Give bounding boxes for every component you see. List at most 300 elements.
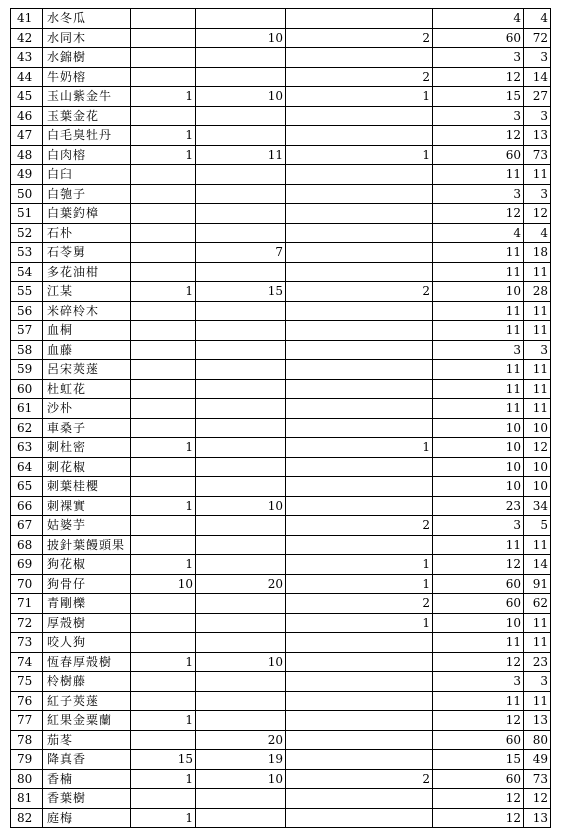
count-col-1-cell — [131, 243, 196, 263]
total-cell: 11 — [524, 360, 551, 380]
table-row — [11, 204, 551, 224]
count-col-1-cell: 1 — [131, 555, 196, 575]
total-cell: 62 — [524, 594, 551, 614]
count-col-3-cell — [286, 418, 433, 438]
row-number-cell: 56 — [11, 301, 43, 321]
row-number-cell: 48 — [11, 145, 43, 165]
count-col-4-cell: 11 — [433, 633, 524, 653]
count-col-1-cell — [131, 535, 196, 555]
count-col-4-cell: 11 — [433, 535, 524, 555]
species-name-cell: 香楠 — [43, 769, 131, 789]
count-col-2-cell — [196, 379, 286, 399]
total-cell: 3 — [524, 672, 551, 692]
table-row — [11, 399, 551, 419]
row-number-cell: 63 — [11, 438, 43, 458]
table-row — [11, 808, 551, 828]
count-col-4-cell: 10 — [433, 477, 524, 497]
row-number-cell: 49 — [11, 165, 43, 185]
count-col-4-cell: 3 — [433, 48, 524, 68]
count-col-1-cell — [131, 633, 196, 653]
species-name-cell: 血藤 — [43, 340, 131, 360]
table-row — [11, 106, 551, 126]
table-row — [11, 165, 551, 185]
table-row — [11, 126, 551, 146]
count-col-1-cell — [131, 262, 196, 282]
count-col-4-cell: 60 — [433, 594, 524, 614]
species-name-cell: 茄苳 — [43, 730, 131, 750]
count-col-4-cell: 12 — [433, 67, 524, 87]
count-col-2-cell — [196, 262, 286, 282]
table-row — [11, 555, 551, 575]
count-col-2-cell — [196, 594, 286, 614]
table-body — [11, 9, 551, 828]
count-col-2-cell: 19 — [196, 750, 286, 770]
species-name-cell: 杜虹花 — [43, 379, 131, 399]
table-row — [11, 457, 551, 477]
species-name-cell: 柃樹藤 — [43, 672, 131, 692]
count-col-2-cell — [196, 301, 286, 321]
species-name-cell: 白肉榕 — [43, 145, 131, 165]
row-number-cell: 55 — [11, 282, 43, 302]
count-col-4-cell: 60 — [433, 730, 524, 750]
species-name-cell: 紅子莢蒾 — [43, 691, 131, 711]
count-col-1-cell — [131, 165, 196, 185]
count-col-3-cell — [286, 808, 433, 828]
species-name-cell: 水同木 — [43, 28, 131, 48]
count-col-3-cell — [286, 301, 433, 321]
row-number-cell: 64 — [11, 457, 43, 477]
species-name-cell: 恆春厚殼樹 — [43, 652, 131, 672]
count-col-1-cell: 1 — [131, 438, 196, 458]
table-row — [11, 48, 551, 68]
count-col-2-cell — [196, 223, 286, 243]
total-cell: 3 — [524, 340, 551, 360]
count-col-1-cell — [131, 48, 196, 68]
count-col-1-cell — [131, 672, 196, 692]
total-cell: 13 — [524, 126, 551, 146]
count-col-4-cell: 11 — [433, 379, 524, 399]
count-col-3-cell: 2 — [286, 67, 433, 87]
table-row — [11, 360, 551, 380]
species-name-cell: 白毛臭牡丹 — [43, 126, 131, 146]
count-col-3-cell — [286, 496, 433, 516]
count-col-4-cell: 3 — [433, 106, 524, 126]
row-number-cell: 47 — [11, 126, 43, 146]
count-col-3-cell — [286, 126, 433, 146]
count-col-3-cell — [286, 9, 433, 29]
count-col-4-cell: 12 — [433, 126, 524, 146]
count-col-3-cell — [286, 399, 433, 419]
species-name-cell: 玉山紫金牛 — [43, 87, 131, 107]
count-col-2-cell: 10 — [196, 769, 286, 789]
total-cell: 14 — [524, 67, 551, 87]
count-col-4-cell: 10 — [433, 457, 524, 477]
row-number-cell: 51 — [11, 204, 43, 224]
count-col-2-cell — [196, 516, 286, 536]
count-col-4-cell: 11 — [433, 691, 524, 711]
row-number-cell: 43 — [11, 48, 43, 68]
total-cell: 3 — [524, 184, 551, 204]
total-cell: 73 — [524, 769, 551, 789]
count-col-1-cell — [131, 184, 196, 204]
species-name-cell: 白匏子 — [43, 184, 131, 204]
row-number-cell: 53 — [11, 243, 43, 263]
species-name-cell: 狗花椒 — [43, 555, 131, 575]
total-cell: 11 — [524, 262, 551, 282]
row-number-cell: 81 — [11, 789, 43, 809]
count-col-4-cell: 12 — [433, 652, 524, 672]
species-name-cell: 刺花椒 — [43, 457, 131, 477]
count-col-2-cell — [196, 711, 286, 731]
row-number-cell: 44 — [11, 67, 43, 87]
row-number-cell: 60 — [11, 379, 43, 399]
species-name-cell: 水冬瓜 — [43, 9, 131, 29]
species-name-cell: 石朴 — [43, 223, 131, 243]
count-col-2-cell — [196, 555, 286, 575]
count-col-3-cell — [286, 340, 433, 360]
total-cell: 14 — [524, 555, 551, 575]
count-col-1-cell: 1 — [131, 652, 196, 672]
count-col-3-cell — [286, 262, 433, 282]
row-number-cell: 45 — [11, 87, 43, 107]
count-col-1-cell: 1 — [131, 711, 196, 731]
species-name-cell: 米碎柃木 — [43, 301, 131, 321]
count-col-4-cell: 11 — [433, 301, 524, 321]
count-col-1-cell — [131, 223, 196, 243]
count-col-1-cell: 1 — [131, 496, 196, 516]
total-cell: 11 — [524, 321, 551, 341]
count-col-2-cell — [196, 672, 286, 692]
table-row — [11, 477, 551, 497]
count-col-3-cell — [286, 535, 433, 555]
count-col-4-cell: 10 — [433, 282, 524, 302]
count-col-3-cell — [286, 379, 433, 399]
count-col-4-cell: 10 — [433, 438, 524, 458]
count-col-2-cell — [196, 789, 286, 809]
count-col-2-cell — [196, 399, 286, 419]
table-row — [11, 340, 551, 360]
total-cell: 4 — [524, 223, 551, 243]
total-cell: 12 — [524, 204, 551, 224]
count-col-4-cell: 12 — [433, 711, 524, 731]
count-col-1-cell: 1 — [131, 808, 196, 828]
table-row — [11, 223, 551, 243]
total-cell: 27 — [524, 87, 551, 107]
table-row — [11, 262, 551, 282]
count-col-2-cell: 7 — [196, 243, 286, 263]
species-name-cell: 江某 — [43, 282, 131, 302]
total-cell: 10 — [524, 418, 551, 438]
count-col-2-cell — [196, 438, 286, 458]
count-col-1-cell — [131, 789, 196, 809]
row-number-cell: 42 — [11, 28, 43, 48]
species-name-cell: 沙朴 — [43, 399, 131, 419]
count-col-4-cell: 4 — [433, 223, 524, 243]
total-cell: 11 — [524, 633, 551, 653]
species-name-cell: 白臼 — [43, 165, 131, 185]
species-name-cell: 青剛櫟 — [43, 594, 131, 614]
total-cell: 28 — [524, 282, 551, 302]
table-row — [11, 594, 551, 614]
count-col-4-cell: 4 — [433, 9, 524, 29]
row-number-cell: 59 — [11, 360, 43, 380]
total-cell: 11 — [524, 301, 551, 321]
total-cell: 34 — [524, 496, 551, 516]
row-number-cell: 72 — [11, 613, 43, 633]
count-col-3-cell: 1 — [286, 438, 433, 458]
table-row — [11, 418, 551, 438]
count-col-2-cell — [196, 204, 286, 224]
count-col-2-cell — [196, 321, 286, 341]
total-cell: 49 — [524, 750, 551, 770]
count-col-4-cell: 60 — [433, 574, 524, 594]
count-col-2-cell — [196, 457, 286, 477]
row-number-cell: 68 — [11, 535, 43, 555]
species-name-cell: 刺裸實 — [43, 496, 131, 516]
row-number-cell: 79 — [11, 750, 43, 770]
row-number-cell: 80 — [11, 769, 43, 789]
table-row — [11, 750, 551, 770]
table-row — [11, 243, 551, 263]
count-col-1-cell — [131, 67, 196, 87]
row-number-cell: 76 — [11, 691, 43, 711]
row-number-cell: 73 — [11, 633, 43, 653]
count-col-2-cell — [196, 360, 286, 380]
count-col-1-cell — [131, 204, 196, 224]
count-col-1-cell: 1 — [131, 145, 196, 165]
species-name-cell: 血桐 — [43, 321, 131, 341]
count-col-4-cell: 3 — [433, 184, 524, 204]
count-col-2-cell — [196, 184, 286, 204]
table-row — [11, 613, 551, 633]
table-row — [11, 769, 551, 789]
count-col-1-cell — [131, 340, 196, 360]
table-row — [11, 730, 551, 750]
table-row — [11, 28, 551, 48]
count-col-1-cell — [131, 321, 196, 341]
count-col-1-cell — [131, 360, 196, 380]
row-number-cell: 46 — [11, 106, 43, 126]
row-number-cell: 52 — [11, 223, 43, 243]
count-col-1-cell — [131, 399, 196, 419]
row-number-cell: 82 — [11, 808, 43, 828]
count-col-4-cell: 11 — [433, 399, 524, 419]
count-col-4-cell: 60 — [433, 145, 524, 165]
count-col-2-cell — [196, 106, 286, 126]
species-name-cell: 石苓舅 — [43, 243, 131, 263]
count-col-3-cell — [286, 633, 433, 653]
count-col-4-cell: 12 — [433, 555, 524, 575]
row-number-cell: 67 — [11, 516, 43, 536]
table-row — [11, 535, 551, 555]
count-col-1-cell — [131, 477, 196, 497]
row-number-cell: 61 — [11, 399, 43, 419]
total-cell: 73 — [524, 145, 551, 165]
count-col-1-cell — [131, 516, 196, 536]
total-cell: 3 — [524, 48, 551, 68]
row-number-cell: 71 — [11, 594, 43, 614]
count-col-1-cell: 1 — [131, 769, 196, 789]
count-col-3-cell: 1 — [286, 145, 433, 165]
species-name-cell: 披針葉饅頭果 — [43, 535, 131, 555]
row-number-cell: 78 — [11, 730, 43, 750]
count-col-3-cell — [286, 652, 433, 672]
count-col-1-cell — [131, 730, 196, 750]
count-col-3-cell: 2 — [286, 516, 433, 536]
row-number-cell: 77 — [11, 711, 43, 731]
count-col-3-cell — [286, 106, 433, 126]
total-cell: 11 — [524, 535, 551, 555]
count-col-2-cell: 15 — [196, 282, 286, 302]
count-col-3-cell: 2 — [286, 594, 433, 614]
table-row — [11, 652, 551, 672]
species-name-cell: 香葉樹 — [43, 789, 131, 809]
total-cell: 12 — [524, 438, 551, 458]
count-col-1-cell — [131, 418, 196, 438]
count-col-1-cell — [131, 106, 196, 126]
count-col-3-cell — [286, 711, 433, 731]
count-col-4-cell: 60 — [433, 28, 524, 48]
table-row — [11, 321, 551, 341]
total-cell: 13 — [524, 711, 551, 731]
count-col-2-cell — [196, 67, 286, 87]
count-col-3-cell: 1 — [286, 555, 433, 575]
count-col-3-cell: 1 — [286, 574, 433, 594]
row-number-cell: 65 — [11, 477, 43, 497]
count-col-4-cell: 11 — [433, 243, 524, 263]
species-name-cell: 刺葉桂櫻 — [43, 477, 131, 497]
count-col-1-cell — [131, 28, 196, 48]
table-row — [11, 438, 551, 458]
count-col-2-cell: 20 — [196, 574, 286, 594]
count-col-4-cell: 10 — [433, 613, 524, 633]
count-col-4-cell: 12 — [433, 808, 524, 828]
species-name-cell: 厚殼樹 — [43, 613, 131, 633]
count-col-3-cell: 2 — [286, 28, 433, 48]
table-row — [11, 691, 551, 711]
count-col-3-cell — [286, 457, 433, 477]
table-row — [11, 789, 551, 809]
count-col-3-cell — [286, 477, 433, 497]
count-col-4-cell: 11 — [433, 165, 524, 185]
table-row — [11, 87, 551, 107]
count-col-1-cell: 1 — [131, 126, 196, 146]
total-cell: 5 — [524, 516, 551, 536]
row-number-cell: 58 — [11, 340, 43, 360]
species-name-cell: 車桑子 — [43, 418, 131, 438]
count-col-2-cell — [196, 633, 286, 653]
count-col-4-cell: 15 — [433, 750, 524, 770]
table-row — [11, 184, 551, 204]
count-col-4-cell: 11 — [433, 321, 524, 341]
count-col-3-cell — [286, 48, 433, 68]
count-col-2-cell — [196, 418, 286, 438]
count-col-1-cell — [131, 9, 196, 29]
count-col-3-cell — [286, 360, 433, 380]
count-col-3-cell — [286, 730, 433, 750]
total-cell: 11 — [524, 691, 551, 711]
species-name-cell: 水錦樹 — [43, 48, 131, 68]
count-col-1-cell — [131, 691, 196, 711]
count-col-4-cell: 11 — [433, 262, 524, 282]
count-col-2-cell: 10 — [196, 28, 286, 48]
total-cell: 80 — [524, 730, 551, 750]
count-col-4-cell: 23 — [433, 496, 524, 516]
count-col-4-cell: 12 — [433, 789, 524, 809]
total-cell: 12 — [524, 789, 551, 809]
count-col-3-cell: 2 — [286, 282, 433, 302]
count-col-2-cell: 10 — [196, 652, 286, 672]
count-col-4-cell: 3 — [433, 340, 524, 360]
species-name-cell: 紅果金粟蘭 — [43, 711, 131, 731]
count-col-3-cell — [286, 165, 433, 185]
row-number-cell: 75 — [11, 672, 43, 692]
species-name-cell: 刺杜密 — [43, 438, 131, 458]
species-name-cell: 呂宋莢蒾 — [43, 360, 131, 380]
row-number-cell: 74 — [11, 652, 43, 672]
count-col-3-cell: 1 — [286, 613, 433, 633]
table-row — [11, 9, 551, 29]
table-row — [11, 711, 551, 731]
table-row — [11, 301, 551, 321]
row-number-cell: 70 — [11, 574, 43, 594]
species-name-cell: 玉葉金花 — [43, 106, 131, 126]
count-col-3-cell — [286, 321, 433, 341]
table-row — [11, 516, 551, 536]
count-col-4-cell: 60 — [433, 769, 524, 789]
row-number-cell: 54 — [11, 262, 43, 282]
table-row — [11, 574, 551, 594]
count-col-2-cell — [196, 165, 286, 185]
count-col-3-cell — [286, 691, 433, 711]
count-col-4-cell: 15 — [433, 87, 524, 107]
total-cell: 4 — [524, 9, 551, 29]
table-row — [11, 496, 551, 516]
count-col-1-cell: 1 — [131, 282, 196, 302]
count-col-2-cell — [196, 9, 286, 29]
count-col-2-cell — [196, 477, 286, 497]
count-col-2-cell — [196, 808, 286, 828]
row-number-cell: 66 — [11, 496, 43, 516]
species-name-cell: 白葉釣樟 — [43, 204, 131, 224]
count-col-1-cell — [131, 457, 196, 477]
total-cell: 10 — [524, 457, 551, 477]
row-number-cell: 57 — [11, 321, 43, 341]
total-cell: 13 — [524, 808, 551, 828]
species-name-cell: 牛奶榕 — [43, 67, 131, 87]
count-col-1-cell — [131, 594, 196, 614]
species-name-cell: 姑婆芋 — [43, 516, 131, 536]
table-row — [11, 145, 551, 165]
species-name-cell: 庭梅 — [43, 808, 131, 828]
row-number-cell: 50 — [11, 184, 43, 204]
count-col-1-cell — [131, 301, 196, 321]
row-number-cell: 41 — [11, 9, 43, 29]
count-col-3-cell — [286, 184, 433, 204]
count-col-3-cell — [286, 789, 433, 809]
row-number-cell: 69 — [11, 555, 43, 575]
species-name-cell: 多花油柑 — [43, 262, 131, 282]
species-count-table — [10, 8, 551, 828]
table-row — [11, 672, 551, 692]
count-col-2-cell: 11 — [196, 145, 286, 165]
count-col-2-cell: 20 — [196, 730, 286, 750]
total-cell: 72 — [524, 28, 551, 48]
count-col-4-cell: 11 — [433, 360, 524, 380]
count-col-1-cell: 1 — [131, 87, 196, 107]
table-row — [11, 379, 551, 399]
count-col-2-cell — [196, 48, 286, 68]
